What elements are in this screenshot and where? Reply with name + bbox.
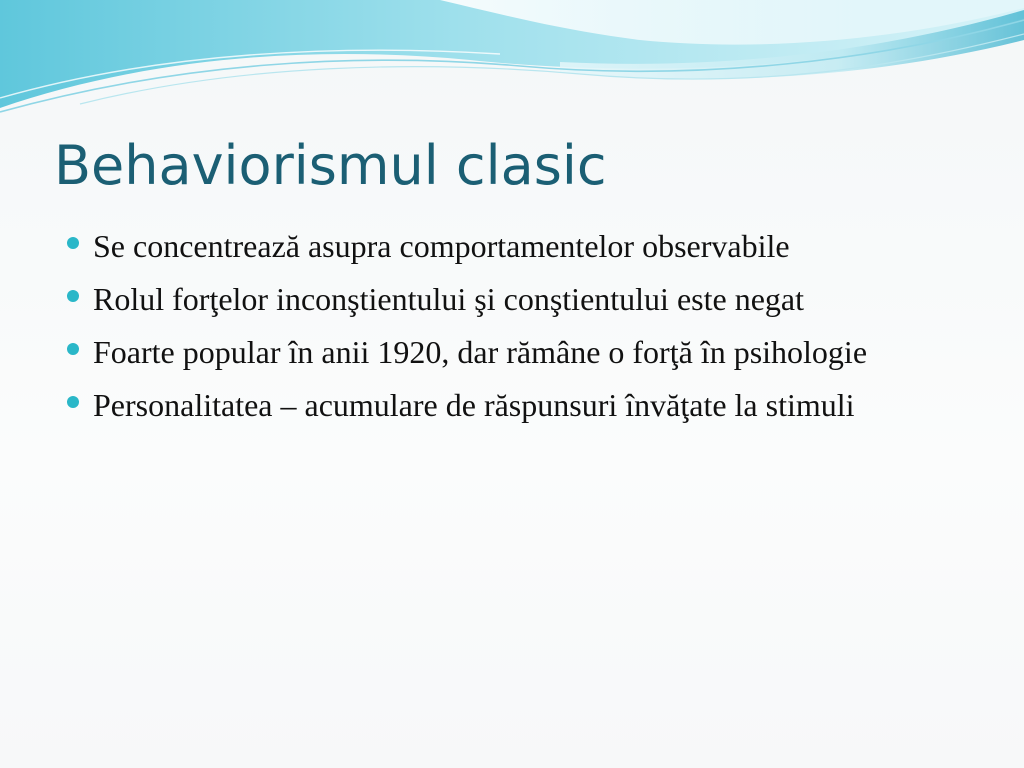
bullet-item <box>64 277 984 321</box>
bullet-list <box>64 224 984 436</box>
slide-title: Behaviorismul clasic <box>54 134 607 197</box>
bullet-item <box>64 224 984 268</box>
filled-circle-bullet-icon <box>67 290 79 302</box>
bullet-text: Se concentrează asupra comportamentelor observabile <box>93 228 790 264</box>
bullet-text: Personalitatea – acumulare de răspunsuri învăţate la stimuli <box>93 387 855 423</box>
bullet-text: Rolul forţelor inconştientului şi conştientului este negat <box>93 281 804 317</box>
filled-circle-bullet-icon <box>67 237 79 249</box>
bullet-item <box>64 383 984 427</box>
decorative-wave-header <box>0 0 1024 120</box>
bullet-item <box>64 330 984 374</box>
bullet-text: Foarte popular în anii 1920, dar rămâne o forţă în psihologie <box>93 334 868 370</box>
filled-circle-bullet-icon <box>67 343 79 355</box>
filled-circle-bullet-icon <box>67 396 79 408</box>
